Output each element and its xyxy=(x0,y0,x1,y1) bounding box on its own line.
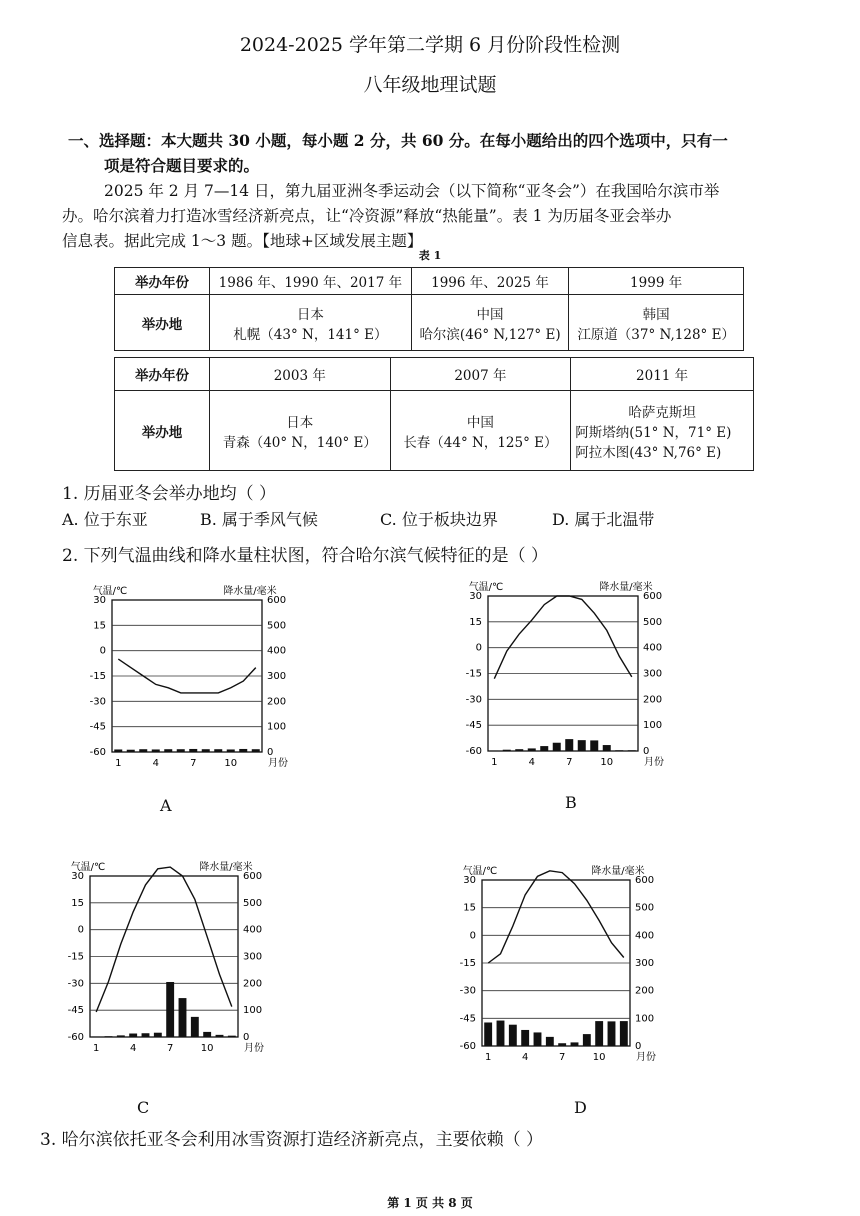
temp-tick-label: -15 xyxy=(465,668,482,680)
precip-bar xyxy=(490,750,498,751)
precip-axis-title: 降水量/毫米 xyxy=(599,582,653,593)
precip-bar xyxy=(129,1034,137,1037)
precip-tick-label: 600 xyxy=(243,871,263,882)
month-tick-label: 7 xyxy=(558,1052,566,1063)
precip-tick-label: 200 xyxy=(267,696,287,708)
question-2-stem: 2. 下列气温曲线和降水量柱状图，符合哈尔滨气候特征的是（ ） xyxy=(62,546,549,566)
precip-tick-label: 0 xyxy=(267,747,274,758)
precip-tick-label: 500 xyxy=(643,616,663,628)
month-tick-label: 4 xyxy=(528,757,535,768)
city-coords: 阿拉木图(43° N,76° E) xyxy=(575,444,722,461)
city-coords: 青森（40° N，140° E） xyxy=(222,434,377,451)
chart-label-d: D xyxy=(574,1098,587,1117)
precip-bar xyxy=(127,750,135,752)
month-axis-title: 月份 xyxy=(644,757,664,768)
month-tick-label: 7 xyxy=(166,1043,174,1054)
precip-tick-label: 100 xyxy=(643,720,663,732)
precip-bar xyxy=(615,750,623,751)
month-axis-title: 月份 xyxy=(268,758,288,769)
precip-bar xyxy=(214,749,222,752)
precip-tick-label: 600 xyxy=(267,595,287,606)
precip-bar xyxy=(139,749,147,752)
section-heading-cont: 项是符合题目要求的。 xyxy=(104,156,260,175)
precip-bar xyxy=(571,1042,579,1046)
precip-bar xyxy=(628,750,636,751)
precip-bar xyxy=(578,740,586,751)
temp-axis-title: 气温/℃ xyxy=(468,582,504,593)
precip-tick-label: 600 xyxy=(643,591,663,602)
precip-bar xyxy=(216,1035,224,1037)
month-tick-label: 7 xyxy=(190,758,197,769)
precip-bar xyxy=(114,749,122,752)
temp-tick-label: -60 xyxy=(89,747,106,758)
month-tick-label: 4 xyxy=(129,1043,137,1054)
precip-bar xyxy=(164,749,172,752)
precip-bar xyxy=(540,746,548,751)
month-tick-label: 1 xyxy=(115,758,122,769)
temp-tick-label: -15 xyxy=(459,958,476,969)
month-tick-label: 10 xyxy=(200,1043,214,1054)
precip-axis-title: 降水量/毫米 xyxy=(199,862,253,873)
precip-bar xyxy=(515,749,523,751)
country-name: 韩国 xyxy=(642,306,670,323)
precip-tick-label: 0 xyxy=(643,746,650,757)
precip-bar xyxy=(620,1021,628,1046)
temp-tick-label: -60 xyxy=(67,1032,84,1043)
precip-tick-label: 0 xyxy=(635,1041,642,1052)
precip-tick-label: 300 xyxy=(243,951,263,963)
precip-bar xyxy=(546,1037,554,1046)
month-tick-label: 10 xyxy=(592,1052,606,1063)
temp-tick-label: -30 xyxy=(67,978,84,990)
year-header: 举办年份 xyxy=(115,358,210,391)
city-coords: 江原道（37° N,128° E） xyxy=(577,326,735,343)
precip-bar xyxy=(105,1036,113,1037)
q1-option-d: D. 属于北温带 xyxy=(552,510,655,529)
chart-label-a: A xyxy=(160,796,172,815)
precip-bar xyxy=(166,982,174,1037)
month-axis-title: 月份 xyxy=(244,1043,264,1054)
precip-bar xyxy=(608,1021,616,1046)
passage-line-2: 办。哈尔滨着力打造冰雪经济新亮点，让“冷资源”释放“热能量”。表 1 为历届冬亚会举办 xyxy=(62,207,672,225)
temp-tick-label: 15 xyxy=(71,897,84,909)
precip-bar xyxy=(534,1032,542,1046)
city-coords: 札幌（43° N，141° E） xyxy=(233,326,388,343)
precip-bar xyxy=(497,1021,505,1046)
temp-tick-label: -45 xyxy=(459,1013,476,1025)
passage-line-1: 2025 年 2 月 7—14 日，第九届亚洲冬季运动会（以下简称“亚冬会”）在我国哈尔滨市举 xyxy=(104,182,720,200)
precip-tick-label: 100 xyxy=(267,721,287,733)
temp-curve xyxy=(96,867,232,1012)
country-name: 日本 xyxy=(296,306,324,323)
precip-bar xyxy=(239,749,247,752)
table-cell-year: 1996 年、2025 年 xyxy=(411,268,568,295)
temp-tick-label: 0 xyxy=(475,642,482,654)
month-axis-title: 月份 xyxy=(636,1052,656,1063)
month-tick-label: 4 xyxy=(521,1052,529,1063)
table-cell-year: 2003 年 xyxy=(210,358,391,391)
question-1-stem: 1. 历届亚冬会举办地均（ ） xyxy=(62,484,277,504)
temp-tick-label: -15 xyxy=(67,951,84,963)
section-heading: 一、选择题：本大题共 30 小题，每小题 2 分，共 60 分。在每小题给出的四个选项中，只有一 xyxy=(68,131,728,150)
table-cell-year: 2007 年 xyxy=(390,358,571,391)
q1-option-c: C. 位于板块边界 xyxy=(380,510,498,529)
precip-bar xyxy=(203,1032,211,1037)
table-cell-year: 1986 年、1990 年、2017 年 xyxy=(210,268,412,295)
month-tick-label: 10 xyxy=(600,757,614,768)
city-coords: 哈尔滨(46° N,127° E) xyxy=(419,326,561,343)
precip-bar xyxy=(558,1043,566,1046)
precip-tick-label: 500 xyxy=(635,902,655,914)
precip-tick-label: 300 xyxy=(635,958,655,969)
precip-bar xyxy=(583,1034,591,1046)
month-tick-label: 7 xyxy=(566,757,573,768)
temp-tick-label: 0 xyxy=(99,645,106,657)
precip-bar xyxy=(503,750,511,751)
precip-tick-label: 400 xyxy=(267,645,287,657)
temp-tick-label: -60 xyxy=(459,1041,476,1052)
temp-curve xyxy=(494,596,632,679)
precip-bar xyxy=(202,749,210,752)
precip-tick-label: 500 xyxy=(243,897,263,909)
precip-tick-label: 500 xyxy=(267,620,287,632)
month-tick-label: 1 xyxy=(484,1052,492,1063)
country-name: 中国 xyxy=(466,414,494,431)
precip-bar xyxy=(595,1021,603,1046)
precip-bar xyxy=(521,1030,529,1046)
precip-bar xyxy=(228,1036,236,1037)
temp-tick-label: -45 xyxy=(465,720,482,732)
precip-bar xyxy=(553,743,561,751)
exam-subtitle: 八年级地理试题 xyxy=(363,74,497,96)
precip-bar xyxy=(154,1033,162,1037)
country-name: 中国 xyxy=(476,306,504,323)
precip-bar xyxy=(152,749,160,752)
precip-bar xyxy=(177,749,185,752)
precip-bar xyxy=(528,748,536,751)
temp-tick-label: 15 xyxy=(469,616,482,628)
temp-tick-label: 15 xyxy=(463,902,476,914)
month-tick-label: 1 xyxy=(491,757,498,768)
precip-bar xyxy=(603,745,611,751)
precip-tick-label: 200 xyxy=(643,694,663,706)
precip-tick-label: 200 xyxy=(243,978,263,990)
precip-bar xyxy=(565,739,573,751)
precip-tick-label: 400 xyxy=(243,924,263,936)
temp-axis-title: 气温/℃ xyxy=(70,862,106,873)
temp-tick-label: -60 xyxy=(465,746,482,757)
table-cell-year: 1999 年 xyxy=(569,268,744,295)
temp-tick-label: 0 xyxy=(77,924,84,936)
temp-tick-label: 30 xyxy=(93,595,106,606)
chart-label-c: C xyxy=(137,1098,150,1117)
question-3-stem: 3. 哈尔滨依托亚冬会利用冰雪资源打造经济新亮点，主要依赖（ ） xyxy=(40,1130,544,1150)
city-coords: 长春（44° N，125° E） xyxy=(403,434,558,451)
temp-axis-title: 气温/℃ xyxy=(462,866,498,877)
precip-bar xyxy=(484,1022,492,1046)
q1-option-a: A. 位于东亚 xyxy=(62,510,148,529)
chart-label-b: B xyxy=(565,793,577,812)
temp-tick-label: 0 xyxy=(469,930,476,942)
precip-tick-label: 100 xyxy=(635,1013,655,1025)
temp-tick-label: -30 xyxy=(459,985,476,997)
precip-bar xyxy=(590,740,598,751)
year-header: 举办年份 xyxy=(115,268,210,295)
temp-tick-label: -30 xyxy=(465,694,482,706)
temp-tick-label: -45 xyxy=(89,721,106,733)
precip-tick-label: 300 xyxy=(643,668,663,680)
precip-bar xyxy=(179,998,187,1037)
place-header: 举办地 xyxy=(115,295,210,351)
precip-bar xyxy=(252,749,260,752)
month-tick-label: 10 xyxy=(224,758,238,769)
table-cell-year: 2011 年 xyxy=(571,358,754,391)
precip-bar xyxy=(191,1017,199,1037)
temp-tick-label: 30 xyxy=(469,591,482,602)
precip-bar xyxy=(142,1033,150,1037)
precip-tick-label: 300 xyxy=(267,671,287,682)
table-caption: 表 1 xyxy=(418,249,442,262)
month-tick-label: 1 xyxy=(92,1043,100,1054)
precip-bar xyxy=(92,1036,100,1037)
precip-axis-title: 降水量/毫米 xyxy=(223,586,277,597)
temp-tick-label: -15 xyxy=(89,671,106,682)
precip-tick-label: 100 xyxy=(243,1005,263,1017)
country-name: 日本 xyxy=(286,414,314,431)
temp-tick-label: 30 xyxy=(463,875,476,886)
temp-tick-label: -45 xyxy=(67,1005,84,1017)
precip-tick-label: 400 xyxy=(643,642,663,654)
precip-tick-label: 600 xyxy=(635,875,655,886)
precip-bar xyxy=(509,1025,517,1046)
temp-axis-title: 气温/℃ xyxy=(92,586,128,597)
month-tick-label: 4 xyxy=(152,758,159,769)
page-footer: 第 1 页 共 8 页 xyxy=(387,1196,473,1210)
passage-line-3: 信息表。据此完成 1～3 题。【地球+区域发展主题】 xyxy=(62,232,423,250)
precip-bar xyxy=(227,749,235,752)
precip-tick-label: 0 xyxy=(243,1032,250,1043)
precip-tick-label: 200 xyxy=(635,985,655,997)
q1-option-b: B. 属于季风气候 xyxy=(200,510,318,529)
precip-bar xyxy=(117,1035,125,1037)
precip-bar xyxy=(189,749,197,752)
place-header: 举办地 xyxy=(115,391,210,471)
city-coords: 阿斯塔纳(51° N，71° E) xyxy=(575,424,732,441)
temp-tick-label: 30 xyxy=(71,871,84,882)
precip-tick-label: 400 xyxy=(635,930,655,942)
country-name: 哈萨克斯坦 xyxy=(628,404,696,421)
exam-title: 2024-2025 学年第二学期 6 月份阶段性检测 xyxy=(239,34,621,56)
temp-tick-label: -30 xyxy=(89,696,106,708)
temp-curve xyxy=(488,871,624,963)
temp-tick-label: 15 xyxy=(93,620,106,632)
precip-axis-title: 降水量/毫米 xyxy=(591,866,645,877)
